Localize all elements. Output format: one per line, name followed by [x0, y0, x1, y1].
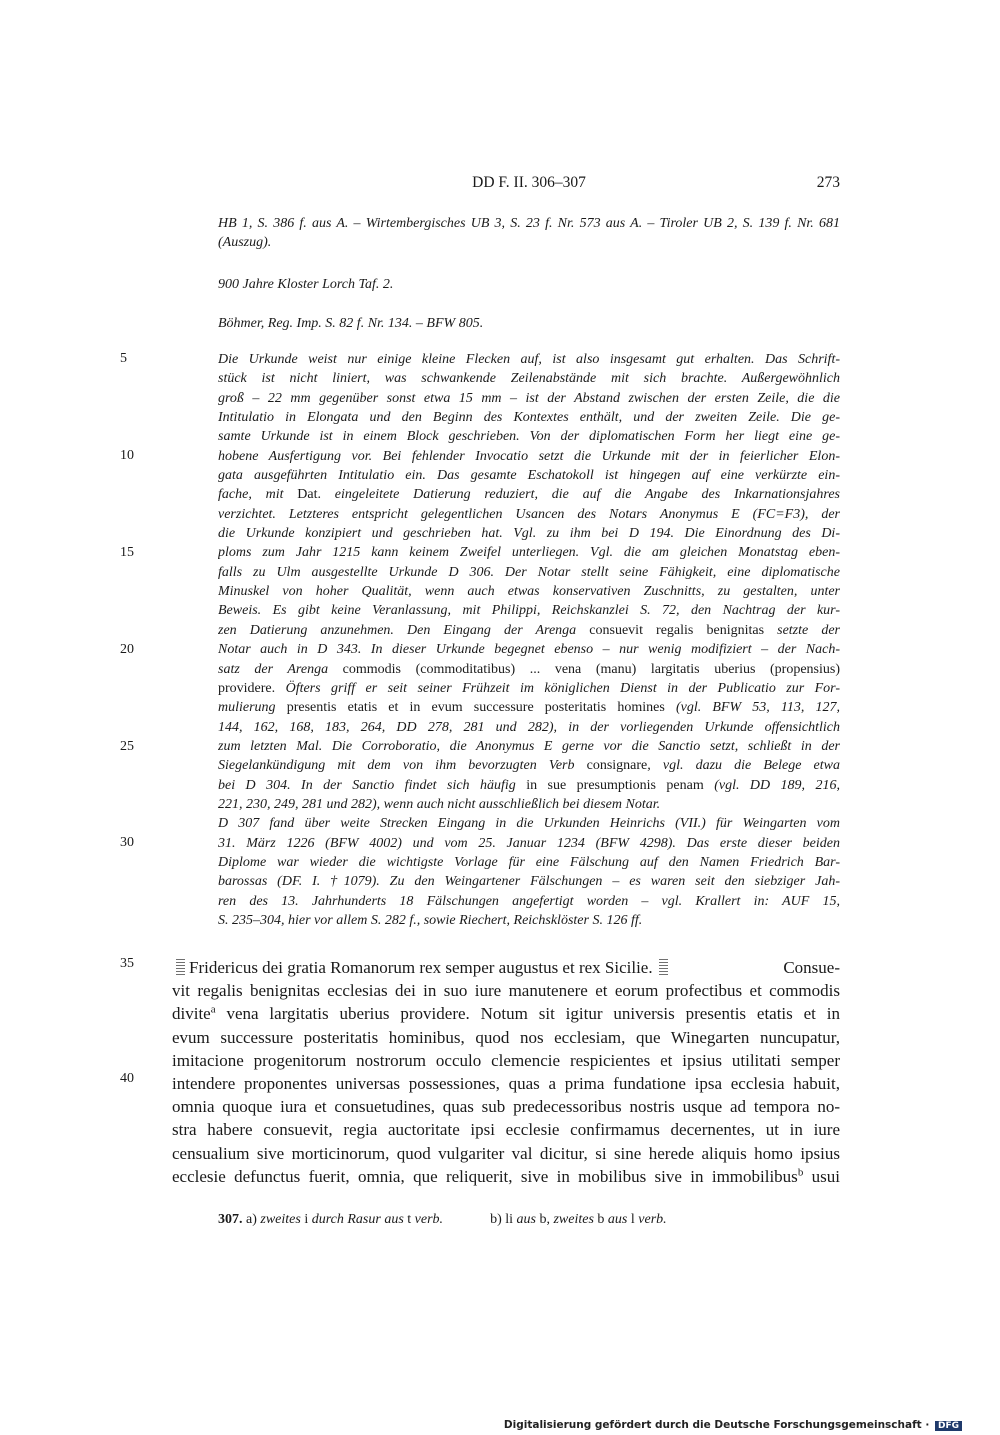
commentary-line	[218, 911, 840, 930]
commentary-line	[218, 834, 840, 853]
commentary-text: (vgl. DD 189, 216,	[703, 777, 840, 793]
charter-line	[172, 1002, 840, 1025]
footnote-fragment: t	[403, 1212, 415, 1227]
running-head	[218, 174, 840, 194]
commentary-quote: commodis (commoditatibus) ... vena (manu) largitatis uberius (propensius)	[342, 661, 840, 677]
commentary-text: Öfters griff er seit seiner Frühzeit im königlichen Dienst in der Publicatio zur For-	[275, 680, 840, 696]
charter-first-line	[172, 956, 840, 979]
commentary-text: gata ausgeführten Intitulatio ein. Das gesamte Eschatokoll ist hingegen auf eine verkürzte ein-	[218, 468, 840, 484]
commentary-text: (vgl. BFW 53, 113, 127,	[664, 700, 840, 716]
commentary-line	[218, 427, 840, 446]
commentary-line	[218, 369, 840, 388]
commentary-line	[218, 872, 840, 891]
commentary-line	[218, 660, 840, 679]
commentary-quote: presentis etatis et in evum successure posteritatis homines	[286, 700, 665, 716]
commentary-line	[218, 756, 840, 775]
commentary-text: D 307 fand über weite Strecken Eingang in die Urkunden Heinrichs (VII.) für Weingarten vom	[218, 816, 840, 832]
charter-line	[172, 1142, 840, 1165]
commentary-line	[218, 679, 840, 698]
running-head-title: DD F. II. 306–307	[472, 174, 586, 191]
commentary-text: falls zu Ulm ausgestellte Urkunde D 306. Der Notar stellt seine Fähigkeit, eine diplomatische	[218, 564, 840, 580]
commentary-text: barossas (DF. I. †1079). Zu den Weingartener Fälschungen – es waren seit den siebziger Jah-	[218, 874, 840, 890]
commentary-line	[218, 505, 840, 524]
commentary-text: Siegelankündigung mit dem von ihm bevorzugten Verb	[218, 758, 587, 774]
chrismon-symbol	[176, 957, 185, 975]
commentary-quote: providere.	[218, 680, 276, 696]
commentary-line	[218, 892, 840, 911]
commentary-text: Die Urkunde weist nur einige kleine Flecken auf, ist also insgesamt gut erhalten. Das Schrift-	[218, 352, 840, 367]
charter-line	[172, 1026, 840, 1049]
commentary-text: 144, 162, 168, 183, 264, DD 278, 281 und 282), in der vorliegenden Urkunde offensichtlich	[218, 719, 840, 735]
commentary-line	[218, 853, 840, 872]
footnote-fragment: b	[593, 1212, 608, 1227]
line-number: 40	[120, 1071, 134, 1086]
bibliography-entry-facsimile: 900 Jahre Kloster Lorch Taf. 2.	[218, 277, 394, 292]
commentary-text: Notar auch in D 343. In dieser Urkunde begegnet ebenso – nur wenig modifiziert – der Nach-	[218, 642, 840, 658]
commentary-text: bei D 304. In der Sanctio findet sich häufig	[218, 777, 527, 793]
charter-intitulatio: Fridericus dei gratia Romanorum rex semper augustus et rex Sicilie.	[189, 958, 653, 977]
footnote-fragment: li	[505, 1212, 517, 1227]
commentary-text: samte Urkunde ist in einem Block geschrieben. Von der diplomatischen Form her liegt eine ge-	[218, 429, 840, 445]
commentary-text: ren des 13. Jahrhunderts 18 Fälschungen angefertigt worden – vgl. Krallert in: AUF 15,	[218, 893, 840, 909]
footnote-fragment: zweites	[260, 1212, 301, 1227]
charter-line	[172, 1072, 840, 1095]
commentary-line	[218, 640, 840, 659]
funding-credit-text: Digitalisierung gefördert durch die Deutsche Forschungsgemeinschaft ·	[503, 1419, 930, 1431]
line-number: 5	[120, 351, 127, 366]
commentary-quote: consignare	[586, 758, 648, 774]
charter-text: ecclesie defunctus fuerit, omnia, que reliquerit, sive in mobilibus sive in immobilibus	[172, 1166, 798, 1186]
page-number: 273	[816, 174, 840, 191]
commentary-line	[218, 582, 840, 601]
footnote-a-label: a)	[246, 1212, 257, 1227]
charter-line	[172, 979, 840, 1002]
commentary-line	[218, 447, 840, 466]
commentary-text: 221, 230, 249, 281 und 282), wenn auch nicht ausschließlich bei diesem Notar.	[218, 796, 661, 812]
commentary-line	[218, 350, 840, 369]
commentary-quote: consuevit regalis benignitas	[589, 622, 765, 638]
footnote-a-text	[260, 1212, 443, 1227]
commentary-quote: Dat.	[297, 487, 321, 503]
charter-text: intendere proponentes universas possessiones, quas a prima fundatione ipsa ecclesia habuit,	[172, 1073, 840, 1093]
commentary-text: fache, mit	[218, 487, 298, 503]
charter-text: imitacione progenitorum nostrorum occulo clemencie respicientes et ipsius utilitati semper	[172, 1050, 840, 1070]
commentary-text: die Urkunde konzipiert und geschrieben hat. Vgl. zu ihm bei D 194. Die Einordnung des Di-	[218, 526, 840, 542]
commentary-line	[218, 524, 840, 543]
commentary-line	[218, 389, 840, 408]
charter-line	[172, 1165, 840, 1188]
commentary-line	[218, 795, 840, 814]
footnote-fragment: aus	[607, 1212, 628, 1227]
chrismon-symbol	[659, 957, 668, 975]
charter-text: vena largitatis uberius providere. Notum sit igitur universis presentis etatis et in	[215, 1004, 840, 1024]
commentary-line	[218, 814, 840, 833]
line-number: 30	[120, 835, 134, 850]
commentary-text: hobene Ausfertigung vor. Bei fehlender Invocatio setzt die Urkunde mit der in feierlicher Elon-	[218, 448, 840, 464]
commentary-line	[218, 485, 840, 504]
footnotes	[218, 1212, 840, 1228]
charter-text: stra habere consuevit, regia auctoritate ipsi ecclesie confirmamus decernentes, ut in iure	[172, 1120, 840, 1140]
commentary-quote: in sue presumptionis penam	[526, 777, 704, 793]
line-number: 15	[120, 545, 134, 560]
commentary-text: setzte der	[764, 622, 840, 638]
charter-text: vit regalis benignitas ecclesias dei in suo iure manutenere et eorum profectibus et commodis	[172, 981, 840, 1001]
charter-text: omnia quoque iura et consuetudines, quas sub predecessoribus nostris usque ad tempora no-	[172, 1097, 840, 1117]
footnote-document-number: 307.	[218, 1212, 243, 1227]
commentary-text: Beweis. Es gibt keine Veranlassung, mit Philippi, Reichskanzlei S. 72, den Nachtrag der kur-	[218, 603, 840, 619]
bibliography-entry-regesta: Böhmer, Reg. Imp. S. 82 f. Nr. 134. – BFW 805.	[218, 316, 484, 331]
footnote-fragment: verb.	[638, 1212, 667, 1227]
commentary-line	[218, 737, 840, 756]
charter-arenga-start: Consue-	[783, 958, 840, 977]
footnote-marker: b	[797, 1166, 804, 1179]
commentary-text: zum letzten Mal. Die Corroboratio, die Anonymus E gerne vor die Sanctio setzt, schließt in der	[218, 738, 840, 754]
bibliography-entry-editions: HB 1, S. 386 f. aus A. – Wirtembergisches UB 3, S. 23 f. Nr. 573 aus A. – Tiroler UB 2, S. 139 f. Nr. 681 (Auszug).	[218, 216, 840, 250]
line-number: 35	[120, 956, 134, 971]
commentary-line	[218, 543, 840, 562]
charter-text	[172, 956, 840, 1188]
footnote-fragment: verb.	[414, 1212, 444, 1227]
footnote-b-text	[505, 1212, 666, 1227]
commentary-block	[218, 350, 840, 930]
charter-line	[172, 1118, 840, 1141]
footnote-fragment: zweites	[553, 1212, 594, 1227]
footnote-marker: a	[210, 1003, 216, 1016]
commentary-text: groß – 22 mm gegenüber sonst etwa 15 mm – ist der Abstand zwischen der ersten Zeile, die die	[218, 390, 840, 406]
commentary-text: , vgl. dazu die Belege etwa	[647, 758, 840, 774]
footnote-fragment: i	[300, 1212, 312, 1227]
charter-text: censualium sive morticinorum, quod vulgariter val dicitur, si sine herede aliquis homo ipsius	[172, 1143, 840, 1163]
commentary-line	[218, 776, 840, 795]
commentary-line	[218, 563, 840, 582]
commentary-line	[218, 718, 840, 737]
charter-text: usui	[803, 1166, 840, 1186]
commentary-text: satz der Arenga	[218, 661, 343, 677]
footnote-b-label: b)	[490, 1212, 502, 1227]
charter-text: divite	[172, 1004, 211, 1024]
commentary-text: ploms zum Jahr 1215 kann keinem Zweifel unterliegen. Vgl. die am gleichen Monatstag eben-	[218, 545, 840, 561]
line-number: 20	[120, 642, 134, 657]
line-number: 25	[120, 739, 134, 754]
commentary-text: Intitulatio in Elongata und den Beginn des Kontextes enthält, und der zweiten Zeile. Die ge-	[218, 410, 840, 426]
commentary-text: zen Datierung anzunehmen. Den Eingang der Arenga	[218, 622, 590, 638]
footnote-fragment: b,	[535, 1212, 554, 1227]
commentary-line	[218, 698, 840, 717]
commentary-line	[218, 408, 840, 427]
commentary-line	[218, 601, 840, 620]
funding-credit	[504, 1419, 962, 1431]
commentary-text: Diplome war wieder die wichtigste Vorlage für eine Fälschung auf den Namen Friedrich Bar-	[218, 854, 840, 870]
footnote-fragment: l	[627, 1212, 639, 1227]
footnote-fragment: durch Rasur aus	[311, 1212, 404, 1227]
commentary-text: S. 235–304, hier vor allem S. 282 f., sowie Riechert, Reichsklöster S. 126 ff.	[218, 912, 643, 928]
commentary-text: verzichtet. Letzteres entspricht gelegentlichen Usancen des Notars Anonymus E (FC=F3), der	[218, 506, 840, 522]
commentary-text: Minuskel von hoher Qualität, wenn auch etwas konservativen Zuschnitts, zu gestalten, unter	[218, 584, 840, 600]
commentary-text: eingeleitete Datierung reduziert, die auf die Angabe des Inkarnationsjahres	[321, 487, 840, 503]
charter-text: evum successure posteritatis hominibus, quod nos ecclesiam, que Winegarten nuncupatur,	[172, 1027, 840, 1047]
line-number: 10	[120, 448, 134, 463]
commentary-line	[218, 621, 840, 640]
commentary-text: stück ist nicht liniert, was schwankende Zeilenabstände mit sich brachte. Außergewöhnlich	[218, 371, 840, 387]
commentary-line	[218, 466, 840, 485]
charter-line	[172, 1095, 840, 1118]
commentary-text: 31. März 1226 (BFW 4002) und vom 25. Januar 1234 (BFW 4298). Das erste dieser beiden	[218, 835, 840, 851]
footnote-fragment: aus	[516, 1212, 536, 1227]
charter-line	[172, 1049, 840, 1072]
dfg-logo: DFG	[935, 1421, 962, 1431]
commentary-text: mulierung	[218, 700, 287, 716]
